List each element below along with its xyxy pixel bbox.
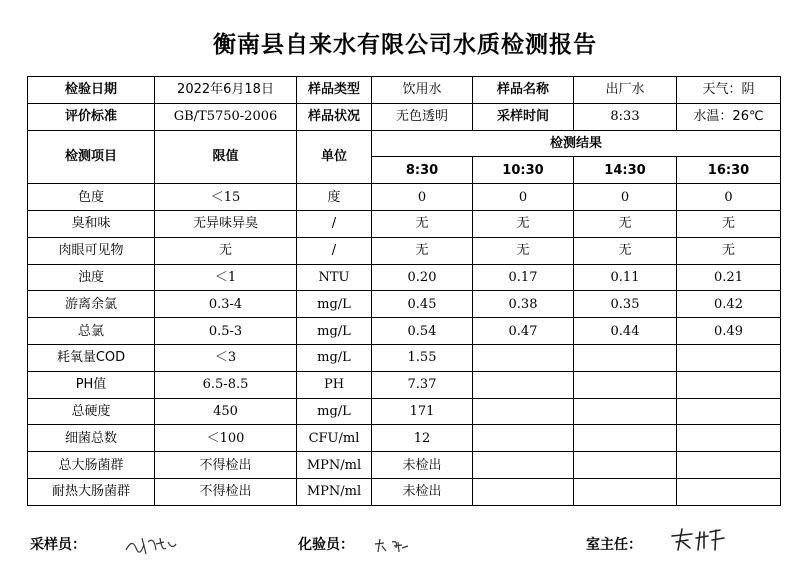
chemist-signature: [372, 536, 412, 556]
sampling-time-label: 采样时间: [473, 103, 574, 130]
row-value: [473, 398, 574, 425]
row-limit: 0.5-3: [155, 318, 297, 345]
table-row: [28, 291, 781, 318]
row-value: 0.54: [372, 318, 473, 345]
table-row: [28, 318, 781, 345]
row-limit: ＜1: [155, 264, 297, 291]
row-limit: 0.3-4: [155, 291, 297, 318]
row-value: 0.11: [574, 264, 677, 291]
row-unit: NTU: [297, 264, 372, 291]
row-limit: 不得检出: [155, 478, 297, 505]
table-row: [28, 184, 781, 211]
row-value: 无: [473, 237, 574, 264]
row-value: [473, 478, 574, 505]
info-row-1: [28, 77, 781, 104]
row-value: 0.47: [473, 318, 574, 345]
report-table: [27, 76, 781, 506]
row-value: [677, 478, 781, 505]
report-title: 衡南县自来水有限公司水质检测报告: [213, 32, 597, 58]
row-value: [677, 371, 781, 398]
standard-label: 评价标准: [28, 103, 155, 130]
row-item: 耐热大肠菌群: [28, 478, 155, 505]
table-row: [28, 210, 781, 237]
row-item: PH值: [28, 371, 155, 398]
row-unit: /: [297, 210, 372, 237]
row-value: [473, 425, 574, 452]
row-unit: mg/L: [297, 291, 372, 318]
info-row-2: [28, 103, 781, 130]
row-unit: mg/L: [297, 398, 372, 425]
date-label: 检验日期: [28, 77, 155, 104]
row-item: 总硬度: [28, 398, 155, 425]
water-temperature: 水温：26℃: [677, 103, 781, 130]
sample-name-label: 样品名称: [473, 77, 574, 104]
row-item: 总大肠菌群: [28, 452, 155, 479]
row-value: 无: [677, 237, 781, 264]
row-value: [574, 425, 677, 452]
row-value: 无: [473, 210, 574, 237]
row-limit: 450: [155, 398, 297, 425]
row-value: [677, 344, 781, 371]
row-limit: ＜15: [155, 184, 297, 211]
standard-value: GB/T5750-2006: [155, 103, 297, 130]
row-value: 0.45: [372, 291, 473, 318]
row-item: 耗氧量COD: [28, 344, 155, 371]
row-limit: 无: [155, 237, 297, 264]
row-value: 0: [473, 184, 574, 211]
table-row: [28, 452, 781, 479]
sample-name-value: 出厂水: [574, 77, 677, 104]
row-value: 7.37: [372, 371, 473, 398]
row-item: 肉眼可见物: [28, 237, 155, 264]
row-value: [677, 425, 781, 452]
header-row-1: [28, 130, 781, 157]
row-item: 臭和味: [28, 210, 155, 237]
row-unit: /: [297, 237, 372, 264]
table-row: [28, 344, 781, 371]
row-item: 细菌总数: [28, 425, 155, 452]
row-value: 0: [372, 184, 473, 211]
row-limit: 6.5-8.5: [155, 371, 297, 398]
row-value: 0.49: [677, 318, 781, 345]
sampler-signature: [122, 534, 178, 558]
table-row: [28, 237, 781, 264]
row-value: 0.21: [677, 264, 781, 291]
row-value: [574, 478, 677, 505]
row-value: 1.55: [372, 344, 473, 371]
header-unit: 单位: [297, 130, 372, 184]
chemist-label: 化验员：: [298, 537, 354, 553]
row-item: 色度: [28, 184, 155, 211]
row-value: 未检出: [372, 478, 473, 505]
row-limit: ＜3: [155, 344, 297, 371]
row-value: [574, 371, 677, 398]
weather: 天气：阴: [677, 77, 781, 104]
header-time: 10:30: [473, 157, 574, 184]
row-value: 0.35: [574, 291, 677, 318]
row-value: [677, 398, 781, 425]
row-item: 游离余氯: [28, 291, 155, 318]
sample-status-label: 样品状况: [297, 103, 372, 130]
date-value: 2022年6月18日: [155, 77, 297, 104]
row-value: 无: [574, 237, 677, 264]
table-row: [28, 264, 781, 291]
row-limit: 无异味异臭: [155, 210, 297, 237]
sample-type-value: 饮用水: [372, 77, 473, 104]
row-item: 总氯: [28, 318, 155, 345]
sampling-time-value: 8:33: [574, 103, 677, 130]
sample-status-value: 无色透明: [372, 103, 473, 130]
sampler-label: 采样员：: [30, 537, 86, 553]
row-limit: 不得检出: [155, 452, 297, 479]
row-unit: 度: [297, 184, 372, 211]
row-unit: CFU/ml: [297, 425, 372, 452]
row-value: 0: [677, 184, 781, 211]
row-value: 0.20: [372, 264, 473, 291]
header-limit: 限值: [155, 130, 297, 184]
row-value: 12: [372, 425, 473, 452]
row-item: 浊度: [28, 264, 155, 291]
row-unit: PH: [297, 371, 372, 398]
director-signature: [668, 526, 728, 554]
header-time: 8:30: [372, 157, 473, 184]
header-item: 检测项目: [28, 130, 155, 184]
row-unit: MPN/ml: [297, 478, 372, 505]
row-value: 171: [372, 398, 473, 425]
row-value: 无: [372, 210, 473, 237]
row-value: 无: [372, 237, 473, 264]
table-row: [28, 398, 781, 425]
director-label: 室主任：: [586, 537, 642, 553]
sample-type-label: 样品类型: [297, 77, 372, 104]
row-unit: mg/L: [297, 318, 372, 345]
row-limit: ＜100: [155, 425, 297, 452]
row-value: [574, 398, 677, 425]
row-value: 0: [574, 184, 677, 211]
row-value: 0.42: [677, 291, 781, 318]
row-value: [473, 452, 574, 479]
row-unit: MPN/ml: [297, 452, 372, 479]
row-value: [473, 344, 574, 371]
row-unit: mg/L: [297, 344, 372, 371]
row-value: 0.38: [473, 291, 574, 318]
row-value: [574, 344, 677, 371]
table-row: [28, 478, 781, 505]
header-results: 检测结果: [372, 130, 781, 157]
row-value: 0.44: [574, 318, 677, 345]
table-row: [28, 371, 781, 398]
row-value: [473, 371, 574, 398]
row-value: 未检出: [372, 452, 473, 479]
row-value: 0.17: [473, 264, 574, 291]
header-time: 14:30: [574, 157, 677, 184]
row-value: 无: [574, 210, 677, 237]
row-value: [574, 452, 677, 479]
row-value: [677, 452, 781, 479]
row-value: 无: [677, 210, 781, 237]
table-row: [28, 425, 781, 452]
header-time: 16:30: [677, 157, 781, 184]
